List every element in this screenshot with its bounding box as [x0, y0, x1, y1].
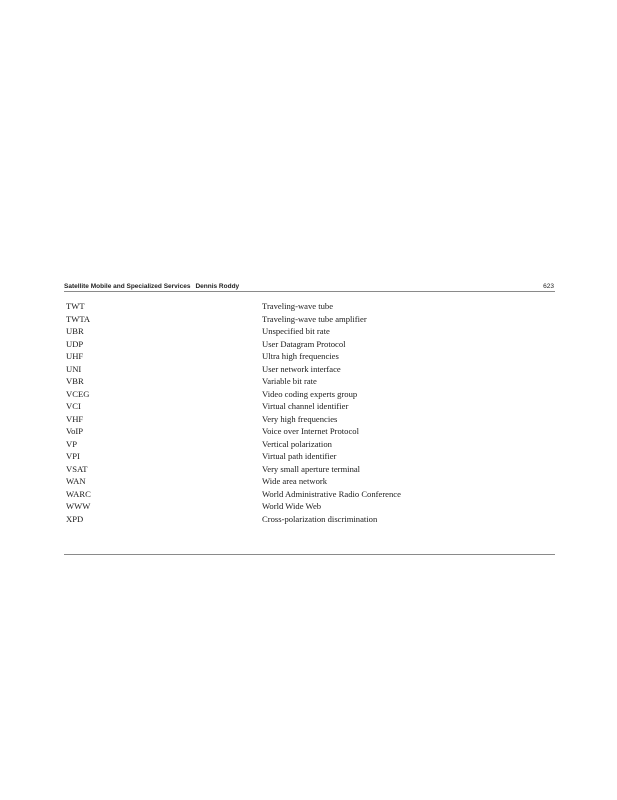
author-name: Dennis Roddy [195, 283, 240, 290]
abbreviation-entry [66, 375, 466, 388]
header-left [64, 283, 239, 290]
abbreviation-entry [66, 413, 466, 426]
abbreviation-definition: Wide area network [262, 476, 328, 486]
abbreviation-definition: Very small aperture terminal [262, 463, 361, 474]
abbreviation-term: TWTA [66, 313, 91, 324]
abbreviation-entry [66, 325, 466, 338]
abbreviation-entry [66, 513, 466, 526]
abbreviation-term: VCI [66, 401, 81, 411]
abbreviation-entry [66, 400, 466, 413]
abbreviation-entry [66, 425, 466, 438]
abbreviation-definition: Virtual path identifier [262, 451, 337, 461]
abbreviation-term: VCEG [66, 388, 90, 399]
abbreviation-list [66, 300, 466, 525]
abbreviation-term: TWT [66, 301, 85, 311]
abbreviation-entry [66, 300, 466, 313]
abbreviation-term: UNI [66, 363, 82, 374]
abbreviation-entry [66, 438, 466, 451]
abbreviation-term: XPD [66, 513, 84, 524]
abbreviation-term: VP [66, 438, 77, 449]
abbreviation-definition: Video coding experts group [262, 388, 358, 399]
abbreviation-entry [66, 463, 466, 476]
abbreviation-term: VoIP [66, 426, 84, 436]
abbreviation-entry [66, 450, 466, 463]
abbreviation-entry [66, 338, 466, 351]
abbreviation-term: WWW [66, 501, 91, 511]
abbreviation-definition: Cross-polarization discrimination [262, 513, 378, 524]
page-number: 623 [543, 283, 554, 290]
abbreviation-definition: Variable bit rate [262, 376, 317, 386]
abbreviation-definition: Ultra high frequencies [262, 351, 339, 361]
abbreviation-definition: Voice over Internet Protocol [262, 426, 359, 436]
abbreviation-term: UHF [66, 351, 84, 361]
abbreviation-term: UDP [66, 338, 84, 349]
abbreviation-definition: Vertical polarization [262, 438, 332, 449]
abbreviation-definition: Very high frequencies [262, 413, 338, 424]
abbreviation-term: VSAT [66, 463, 88, 474]
header-divider [64, 291, 555, 292]
abbreviation-term: VHF [66, 413, 84, 424]
abbreviation-definition: User network interface [262, 363, 341, 374]
abbreviation-definition: World Administrative Radio Conference [262, 488, 401, 499]
abbreviation-entry [66, 488, 466, 501]
abbreviation-definition: Traveling-wave tube amplifier [262, 313, 367, 324]
abbreviation-definition: Virtual channel identifier [262, 401, 349, 411]
abbreviation-term: WARC [66, 488, 91, 499]
abbreviation-entry [66, 500, 466, 513]
abbreviation-definition: Traveling-wave tube [262, 301, 334, 311]
abbreviation-definition: User Datagram Protocol [262, 338, 346, 349]
abbreviation-term: UBR [66, 326, 84, 336]
abbreviation-entry [66, 363, 466, 376]
abbreviation-term: VPI [66, 451, 80, 461]
abbreviation-entry [66, 388, 466, 401]
abbreviation-term: VBR [66, 376, 84, 386]
abbreviation-entry [66, 313, 466, 326]
footer-divider [64, 554, 555, 555]
abbreviation-entry [66, 475, 466, 488]
book-title: Satellite Mobile and Specialized Services [64, 283, 191, 290]
abbreviation-definition: Unspecified bit rate [262, 326, 330, 336]
abbreviation-term: WAN [66, 476, 86, 486]
abbreviation-definition: World Wide Web [262, 501, 322, 511]
abbreviation-entry [66, 350, 466, 363]
